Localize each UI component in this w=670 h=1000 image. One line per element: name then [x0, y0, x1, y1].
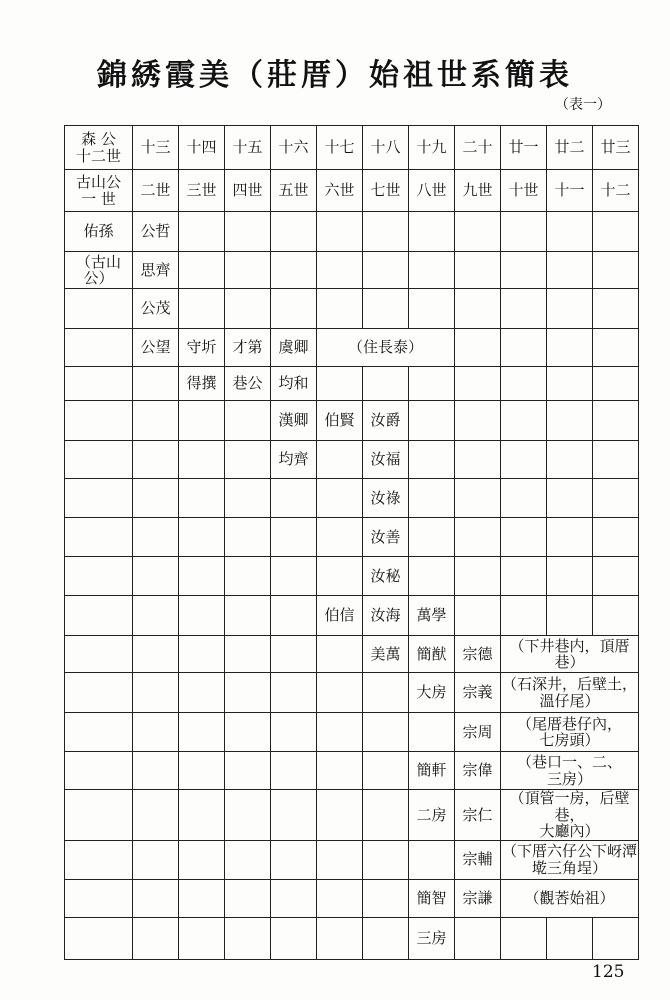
table-cell: 簡智 — [409, 879, 455, 917]
table-cell — [225, 917, 271, 959]
table-cell — [225, 752, 271, 790]
table-cell — [501, 557, 547, 596]
table-cell — [225, 252, 271, 289]
table-row — [65, 879, 639, 917]
table-cell: 汝秘 — [363, 557, 409, 596]
table-cell: （下厝六仔公下岈潭 墘三角埕） — [501, 840, 639, 879]
table-row — [65, 673, 639, 713]
table-cell — [409, 557, 455, 596]
table-cell: （下井巷内，頂厝巷） — [501, 636, 639, 673]
table-cell — [317, 557, 363, 596]
generation-header-cell: 十八 — [363, 126, 409, 170]
table-cell: 宗偉 — [455, 752, 501, 790]
table-cell — [547, 252, 593, 289]
table-cell — [593, 401, 639, 441]
table-cell — [409, 212, 455, 252]
table-cell — [179, 401, 225, 441]
generation-header-cell: 二十 — [455, 126, 501, 170]
table-cell — [271, 752, 317, 790]
table-cell — [225, 840, 271, 879]
table-cell — [65, 479, 133, 518]
table-cell — [179, 252, 225, 289]
table-cell — [133, 636, 179, 673]
table-cell — [547, 212, 593, 252]
table-cell — [317, 879, 363, 917]
table-cell — [179, 879, 225, 917]
table-cell — [363, 879, 409, 917]
table-cell — [501, 289, 547, 329]
table-cell: 均和 — [271, 367, 317, 401]
table-cell — [225, 212, 271, 252]
table-cell — [363, 713, 409, 752]
table-cell — [547, 557, 593, 596]
table-cell — [409, 401, 455, 441]
table-row — [65, 596, 639, 636]
table-cell — [317, 479, 363, 518]
table-row — [65, 126, 639, 170]
table-cell — [501, 441, 547, 479]
table-cell: （住長泰） — [317, 329, 455, 367]
table-cell — [179, 596, 225, 636]
table-cell — [179, 557, 225, 596]
table-cell: （尾厝巷仔內， 七房頭） — [501, 713, 639, 752]
table-cell — [455, 518, 501, 557]
table-cell — [271, 790, 317, 841]
table-cell — [179, 752, 225, 790]
table-cell: 汝爵 — [363, 401, 409, 441]
table-cell — [133, 840, 179, 879]
table-cell — [225, 289, 271, 329]
table-row — [65, 752, 639, 790]
table-cell — [179, 917, 225, 959]
table-row — [65, 917, 639, 959]
table-cell: 萬學 — [409, 596, 455, 636]
table-cell — [317, 636, 363, 673]
table-cell: 思齊 — [133, 252, 179, 289]
table-cell — [547, 401, 593, 441]
genealogy-table — [64, 125, 639, 960]
table-row — [65, 790, 639, 841]
generation-header-cell: 十六 — [271, 126, 317, 170]
table-cell: 公哲 — [133, 212, 179, 252]
table-cell — [363, 367, 409, 401]
table-cell — [225, 636, 271, 673]
generation-index-cell: 古山公 一 世 — [65, 170, 133, 212]
generation-header-cell: 十四 — [179, 126, 225, 170]
table-cell — [133, 879, 179, 917]
page-number: 125 — [592, 962, 625, 982]
table-cell — [501, 479, 547, 518]
table-cell — [363, 752, 409, 790]
generation-index-cell: 七世 — [363, 170, 409, 212]
table-cell — [133, 479, 179, 518]
table-row — [65, 636, 639, 673]
table-cell — [225, 401, 271, 441]
table-cell — [225, 673, 271, 713]
table-cell — [271, 840, 317, 879]
table-cell — [225, 879, 271, 917]
table-cell: （古山公） — [65, 252, 133, 289]
generation-index-cell: 六世 — [317, 170, 363, 212]
table-cell — [363, 840, 409, 879]
table-cell — [317, 673, 363, 713]
generation-index-cell: 十二 — [593, 170, 639, 212]
table-cell — [547, 329, 593, 367]
table-cell — [455, 289, 501, 329]
table-cell — [547, 917, 593, 959]
table-cell — [455, 329, 501, 367]
table-row — [65, 557, 639, 596]
generation-index-cell: 三世 — [179, 170, 225, 212]
table-cell — [133, 518, 179, 557]
table-cell — [271, 518, 317, 557]
table-cell: （觀莕始祖） — [501, 879, 639, 917]
table-cell — [179, 673, 225, 713]
table-cell: 公望 — [133, 329, 179, 367]
table-cell — [179, 479, 225, 518]
table-cell — [271, 252, 317, 289]
table-cell: 宗周 — [455, 713, 501, 752]
table-cell: （頂管一房，后壁巷， 大廳內） — [501, 790, 639, 841]
table-cell — [317, 289, 363, 329]
table-cell — [65, 518, 133, 557]
table-row — [65, 212, 639, 252]
table-cell — [65, 329, 133, 367]
table-cell — [65, 790, 133, 841]
table-row — [65, 170, 639, 212]
table-cell: 美萬 — [363, 636, 409, 673]
table-cell — [317, 518, 363, 557]
table-cell — [65, 673, 133, 713]
table-cell — [65, 289, 133, 329]
table-cell — [547, 441, 593, 479]
table-cell: 大房 — [409, 673, 455, 713]
table-cell — [317, 441, 363, 479]
table-cell — [455, 367, 501, 401]
table-cell: 簡軒 — [409, 752, 455, 790]
table-cell — [65, 401, 133, 441]
generation-index-cell: 五世 — [271, 170, 317, 212]
table-cell — [455, 596, 501, 636]
table-cell — [455, 479, 501, 518]
table-cell — [317, 212, 363, 252]
generation-index-cell: 二世 — [133, 170, 179, 212]
table-cell — [363, 917, 409, 959]
table-cell — [409, 479, 455, 518]
table-cell — [501, 401, 547, 441]
table-cell — [593, 518, 639, 557]
table-cell — [593, 596, 639, 636]
generation-header-cell: 森 公 十二世 — [65, 126, 133, 170]
generation-index-cell: 九世 — [455, 170, 501, 212]
table-cell — [271, 879, 317, 917]
table-cell — [455, 917, 501, 959]
table-row — [65, 479, 639, 518]
table-row — [65, 252, 639, 289]
table-cell: 巷公 — [225, 367, 271, 401]
table-cell — [179, 289, 225, 329]
table-cell: 三房 — [409, 917, 455, 959]
table-cell — [409, 713, 455, 752]
page-title: 錦綉霞美（莊厝）始祖世系簡表 — [97, 58, 573, 93]
table-subtitle: （表一） — [555, 97, 611, 113]
table-cell: 伯信 — [317, 596, 363, 636]
table-cell — [409, 518, 455, 557]
table-row — [65, 840, 639, 879]
table-cell: 汝善 — [363, 518, 409, 557]
table-cell — [455, 212, 501, 252]
table-cell — [593, 367, 639, 401]
table-cell — [317, 367, 363, 401]
table-cell — [271, 557, 317, 596]
table-cell — [455, 557, 501, 596]
table-cell — [225, 557, 271, 596]
table-cell — [317, 790, 363, 841]
table-cell — [65, 752, 133, 790]
table-cell — [363, 212, 409, 252]
table-cell — [179, 441, 225, 479]
table-cell — [317, 752, 363, 790]
table-cell — [593, 479, 639, 518]
table-cell — [65, 636, 133, 673]
table-cell — [593, 557, 639, 596]
table-cell — [547, 518, 593, 557]
table-cell — [65, 367, 133, 401]
generation-index-cell: 十一 — [547, 170, 593, 212]
generation-header-cell: 十七 — [317, 126, 363, 170]
generation-header-cell: 十三 — [133, 126, 179, 170]
table-cell — [593, 329, 639, 367]
table-cell: 公茂 — [133, 289, 179, 329]
table-cell — [593, 917, 639, 959]
table-cell — [455, 441, 501, 479]
table-cell — [547, 367, 593, 401]
generation-header-cell: 廿三 — [593, 126, 639, 170]
table-cell — [593, 289, 639, 329]
table-cell — [65, 557, 133, 596]
table-cell — [133, 752, 179, 790]
table-cell — [65, 879, 133, 917]
table-cell — [65, 840, 133, 879]
table-cell — [133, 673, 179, 713]
table-cell — [179, 790, 225, 841]
table-cell — [317, 252, 363, 289]
table-cell — [593, 441, 639, 479]
table-row — [65, 518, 639, 557]
table-cell: 漢卿 — [271, 401, 317, 441]
table-cell — [179, 518, 225, 557]
table-cell: 宗義 — [455, 673, 501, 713]
table-cell: 簡猷 — [409, 636, 455, 673]
table-cell — [65, 917, 133, 959]
table-cell: 佑孫 — [65, 212, 133, 252]
table-cell — [547, 289, 593, 329]
table-cell — [225, 479, 271, 518]
table-cell — [501, 329, 547, 367]
table-cell — [271, 636, 317, 673]
table-cell — [179, 840, 225, 879]
table-cell — [501, 917, 547, 959]
table-cell — [409, 840, 455, 879]
table-cell: 汝海 — [363, 596, 409, 636]
table-cell — [271, 917, 317, 959]
table-row — [65, 289, 639, 329]
table-cell — [363, 673, 409, 713]
generation-header-cell: 十五 — [225, 126, 271, 170]
table-cell — [501, 252, 547, 289]
table-row — [65, 441, 639, 479]
table-cell — [179, 713, 225, 752]
table-cell: 宗謙 — [455, 879, 501, 917]
table-row — [65, 401, 639, 441]
table-cell — [65, 441, 133, 479]
table-cell — [225, 790, 271, 841]
table-cell — [271, 713, 317, 752]
table-cell — [593, 212, 639, 252]
table-cell — [317, 917, 363, 959]
table-cell — [225, 441, 271, 479]
table-cell — [501, 212, 547, 252]
table-cell — [133, 713, 179, 752]
table-cell — [501, 596, 547, 636]
generation-header-cell: 廿二 — [547, 126, 593, 170]
table-cell — [133, 917, 179, 959]
table-cell — [133, 401, 179, 441]
table-cell — [455, 252, 501, 289]
table-cell — [65, 713, 133, 752]
table-cell — [271, 596, 317, 636]
table-cell — [409, 252, 455, 289]
generation-index-cell: 四世 — [225, 170, 271, 212]
table-cell: 均齊 — [271, 441, 317, 479]
table-cell: 宗德 — [455, 636, 501, 673]
table-cell — [363, 289, 409, 329]
table-cell — [455, 401, 501, 441]
table-cell: 汝祿 — [363, 479, 409, 518]
table-cell: 汝福 — [363, 441, 409, 479]
table-cell — [133, 790, 179, 841]
table-cell — [363, 790, 409, 841]
table-cell — [133, 367, 179, 401]
table-cell — [271, 289, 317, 329]
table-cell — [593, 252, 639, 289]
table-cell — [133, 596, 179, 636]
table-row — [65, 329, 639, 367]
generation-header-cell: 十九 — [409, 126, 455, 170]
table-cell: 二房 — [409, 790, 455, 841]
table-cell — [179, 636, 225, 673]
table-cell: （石深井，后壁土， 溫仔尾） — [501, 673, 639, 713]
table-cell: （巷口一、二、 三房） — [501, 752, 639, 790]
table-cell — [225, 518, 271, 557]
table-row — [65, 713, 639, 752]
table-cell: 才第 — [225, 329, 271, 367]
table-cell — [363, 252, 409, 289]
table-cell — [501, 367, 547, 401]
generation-index-cell: 十世 — [501, 170, 547, 212]
table-cell — [271, 673, 317, 713]
table-cell — [547, 596, 593, 636]
table-cell — [547, 479, 593, 518]
generation-header-cell: 廿一 — [501, 126, 547, 170]
table-cell — [409, 289, 455, 329]
generation-index-cell: 八世 — [409, 170, 455, 212]
table-cell: 伯賢 — [317, 401, 363, 441]
table-row — [65, 367, 639, 401]
table-cell — [409, 441, 455, 479]
table-cell — [225, 596, 271, 636]
table-cell: 宗輔 — [455, 840, 501, 879]
table-cell — [225, 713, 271, 752]
table-cell: 宗仁 — [455, 790, 501, 841]
table-cell — [409, 367, 455, 401]
table-cell — [501, 518, 547, 557]
table-cell — [271, 212, 317, 252]
table-cell — [271, 479, 317, 518]
table-cell — [179, 212, 225, 252]
table-cell — [133, 557, 179, 596]
table-cell: 守圻 — [179, 329, 225, 367]
table-cell: 得撰 — [179, 367, 225, 401]
table-cell — [317, 840, 363, 879]
table-cell — [133, 441, 179, 479]
table-cell: 虞卿 — [271, 329, 317, 367]
table-cell — [65, 596, 133, 636]
table-cell — [317, 713, 363, 752]
